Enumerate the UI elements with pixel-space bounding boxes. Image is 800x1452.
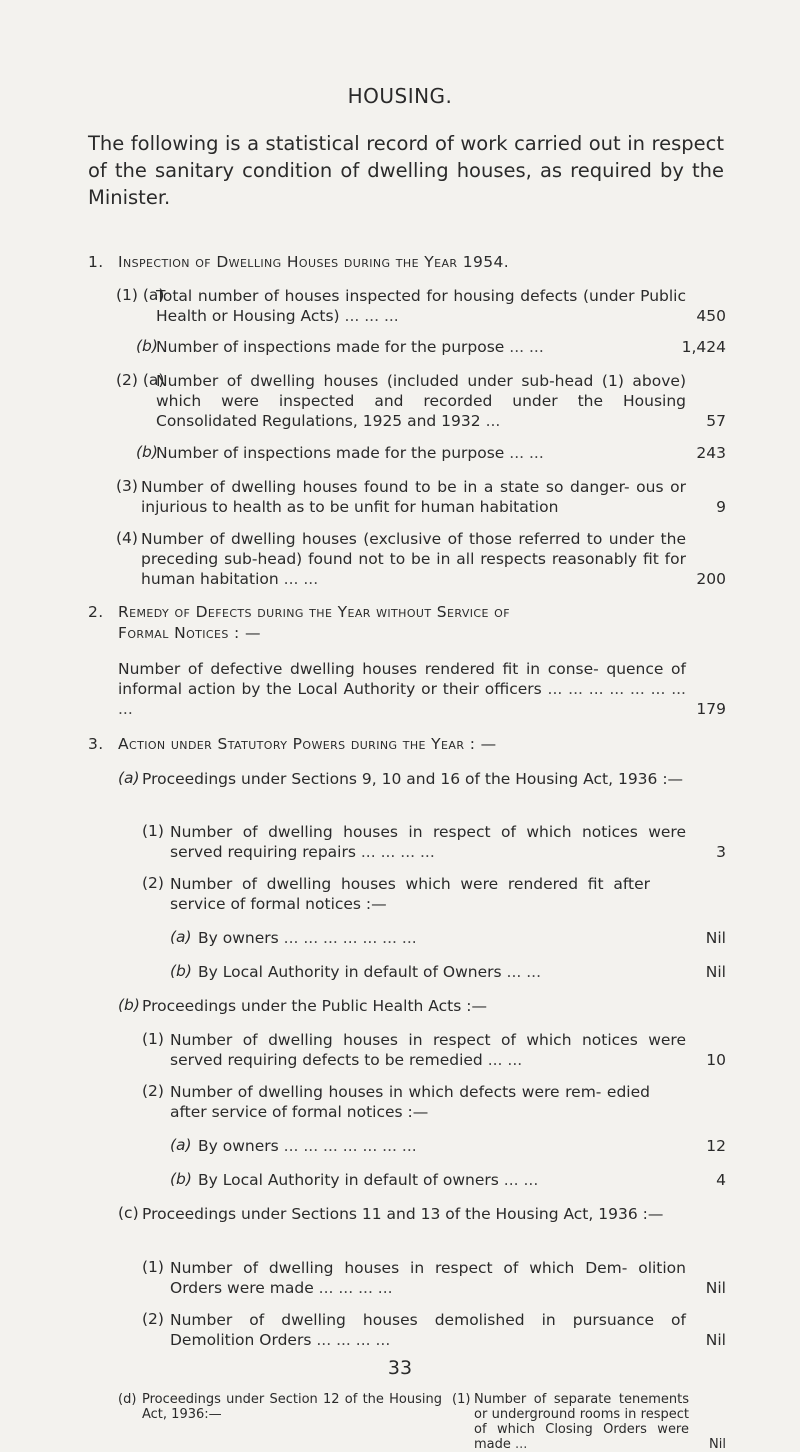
item-text: Number of defective dwelling houses rendered fit in conse- quence of informal action by the Local Authority or their officers (118, 660, 686, 698)
item-3-c (142, 1204, 702, 1224)
leader-dots: ... ... (283, 570, 319, 588)
item-1-3 (141, 477, 726, 517)
leader-dots: ... ... (506, 963, 542, 981)
item-label: (2) (142, 1310, 164, 1328)
item-3-b-2-b (198, 1170, 726, 1190)
item-value: 10 (706, 1051, 726, 1069)
item-label: (b) (136, 337, 158, 355)
section-number: 3. (88, 735, 104, 753)
item-label: (3) (116, 477, 138, 495)
item-label: (2) (142, 1082, 164, 1100)
item-text: Number of dwelling houses found to be in a state so danger- ous or injurious to health as to be unfit for human habitation (141, 478, 686, 516)
section-2-heading (88, 603, 728, 621)
item-text: Proceedings under the Public Health Acts :— (142, 997, 487, 1015)
item-1-2-a (156, 371, 726, 431)
item-1-4 (141, 529, 726, 589)
item-value: 179 (696, 700, 726, 718)
leader-dots: ... (485, 412, 501, 430)
leader-dots: ... ... ... (344, 307, 399, 325)
item-text: By owners (198, 929, 279, 947)
item-text: Number of inspections made for the purpose (156, 444, 505, 462)
item-3-c-2 (170, 1310, 726, 1350)
item-label: (1) (142, 1030, 164, 1048)
item-value: 9 (716, 498, 726, 516)
item-text: Number of separate tenements or underground rooms in respect of which Closing Orders were made (474, 1392, 689, 1452)
section-3-heading (88, 735, 728, 753)
item-value: Nil (705, 1331, 726, 1349)
item-1-2-b (156, 443, 726, 463)
item-value: 3 (716, 843, 726, 861)
intro-paragraph: The following is a statistical record of work carried out in respect of the sanitary condition of dwelling houses, as required by the Minister. (88, 132, 724, 209)
leader-dots: ... ... ... ... ... ... ... (283, 929, 417, 947)
item-3-a (142, 769, 702, 789)
item-3-a-2-a (198, 928, 726, 948)
leader-dots: ... ... ... ... ... ... ... ... (118, 680, 686, 718)
leader-dots: ... (515, 1437, 528, 1452)
item-text: Number of dwelling houses (exclusive of those referred to under the preceding sub-head) found not to be in all respects reasonably fit for human habitation (141, 530, 686, 588)
item-text: Number of dwelling houses (included under sub-head (1) above) which were inspected and recorded under the Housing Consolidated Regulations, 1925 and 1932 (156, 372, 686, 430)
item-value: 12 (706, 1137, 726, 1155)
section-title: Action under Statutory Powers during the Year : — (118, 735, 497, 753)
item-3-b-1 (170, 1030, 726, 1070)
leader-dots: ... ... (503, 1171, 539, 1189)
item-label: (2) (a) (116, 371, 165, 389)
item-3-b (142, 996, 702, 1016)
item-label: (a) (170, 1136, 192, 1154)
item-label: (1) (142, 1258, 164, 1276)
item-value: Nil (705, 963, 726, 981)
item-text: Number of dwelling houses in respect of which notices were served requiring defects to be remedied (170, 1031, 686, 1069)
item-label: (b) (136, 443, 158, 461)
item-label: (d) (118, 1392, 137, 1407)
item-text: Number of dwelling houses in which defects were rem- edied after service of formal notices :— (170, 1083, 650, 1121)
leader-dots: ... ... ... ... (316, 1331, 391, 1349)
section-2-heading-cont: Formal Notices : — (118, 624, 261, 642)
section-title: Remedy of Defects during the Year without Service of (118, 603, 510, 621)
item-value: Nil (705, 1279, 726, 1297)
item-label: (b) (170, 962, 192, 980)
item-1-1-b (156, 337, 726, 357)
item-3-b-2 (170, 1082, 690, 1122)
section-number: 2. (88, 603, 104, 621)
item-text: Proceedings under Sections 9, 10 and 16 of the Housing Act, 1936 :— (142, 770, 684, 788)
item-value: 57 (706, 412, 726, 430)
item-value: 243 (696, 444, 726, 462)
leader-dots: ... ... (509, 338, 544, 356)
item-value: 1,424 (681, 338, 726, 356)
item-text: Number of dwelling houses in respect of which Dem- olition Orders were made (170, 1259, 686, 1297)
item-text: Total number of houses inspected for housing defects (under Public Health or Housing Acts) (156, 287, 686, 325)
item-3-a-2-b (198, 962, 726, 982)
item-value: Nil (705, 929, 726, 947)
item-value: 4 (716, 1171, 726, 1189)
item-text: Number of dwelling houses demolished in pursuance of Demolition Orders (170, 1311, 686, 1349)
item-3-b-2-a (198, 1136, 726, 1156)
item-text: Proceedings under Sections 11 and 13 of the Housing Act, 1936 :— (142, 1205, 664, 1223)
item-label: (1) (142, 822, 164, 840)
item-text: By owners (198, 1137, 279, 1155)
item-value: Nil (709, 1437, 726, 1452)
item-label: (c) (118, 1204, 139, 1222)
item-label: (1) (a) (116, 286, 165, 304)
item-3-c-1 (170, 1258, 726, 1298)
item-3-d-1 (474, 1392, 726, 1452)
item-1-1-a (156, 286, 726, 326)
item-text: Proceedings under Section 12 of the Housing Act, 1936:— (142, 1392, 442, 1422)
item-label: (a) (118, 769, 140, 787)
item-label: (b) (118, 996, 140, 1014)
page-title: HOUSING. (347, 84, 453, 108)
section-title: Inspection of Dwelling Houses during the Year 1954. (118, 253, 510, 271)
leader-dots: ... ... ... ... (318, 1279, 393, 1297)
item-3-d (142, 1392, 442, 1422)
item-2-1 (118, 659, 726, 719)
leader-dots: ... ... (509, 444, 544, 462)
item-text: Number of dwelling houses which were rendered fit after service of formal notices :— (170, 875, 650, 913)
section-1-heading (88, 253, 728, 271)
item-label: (1) (452, 1392, 471, 1407)
item-text: Number of dwelling houses in respect of which notices were served requiring repairs (170, 823, 686, 861)
item-value: 200 (696, 570, 726, 588)
item-label: (b) (170, 1170, 192, 1188)
leader-dots: ... ... ... ... (360, 843, 435, 861)
item-text: By Local Authority in default of owners (198, 1171, 499, 1189)
item-label: (a) (170, 928, 192, 946)
item-value: 450 (696, 307, 726, 325)
section-number: 1. (88, 253, 104, 271)
item-text: By Local Authority in default of Owners (198, 963, 502, 981)
item-3-a-1 (170, 822, 726, 862)
item-text: Number of inspections made for the purpose (156, 338, 505, 356)
item-label: (2) (142, 874, 164, 892)
item-label: (4) (116, 529, 138, 547)
leader-dots: ... ... ... ... ... ... ... (283, 1137, 417, 1155)
page-number: 33 (387, 1357, 413, 1379)
leader-dots: ... ... (487, 1051, 523, 1069)
item-3-a-2 (170, 874, 690, 914)
